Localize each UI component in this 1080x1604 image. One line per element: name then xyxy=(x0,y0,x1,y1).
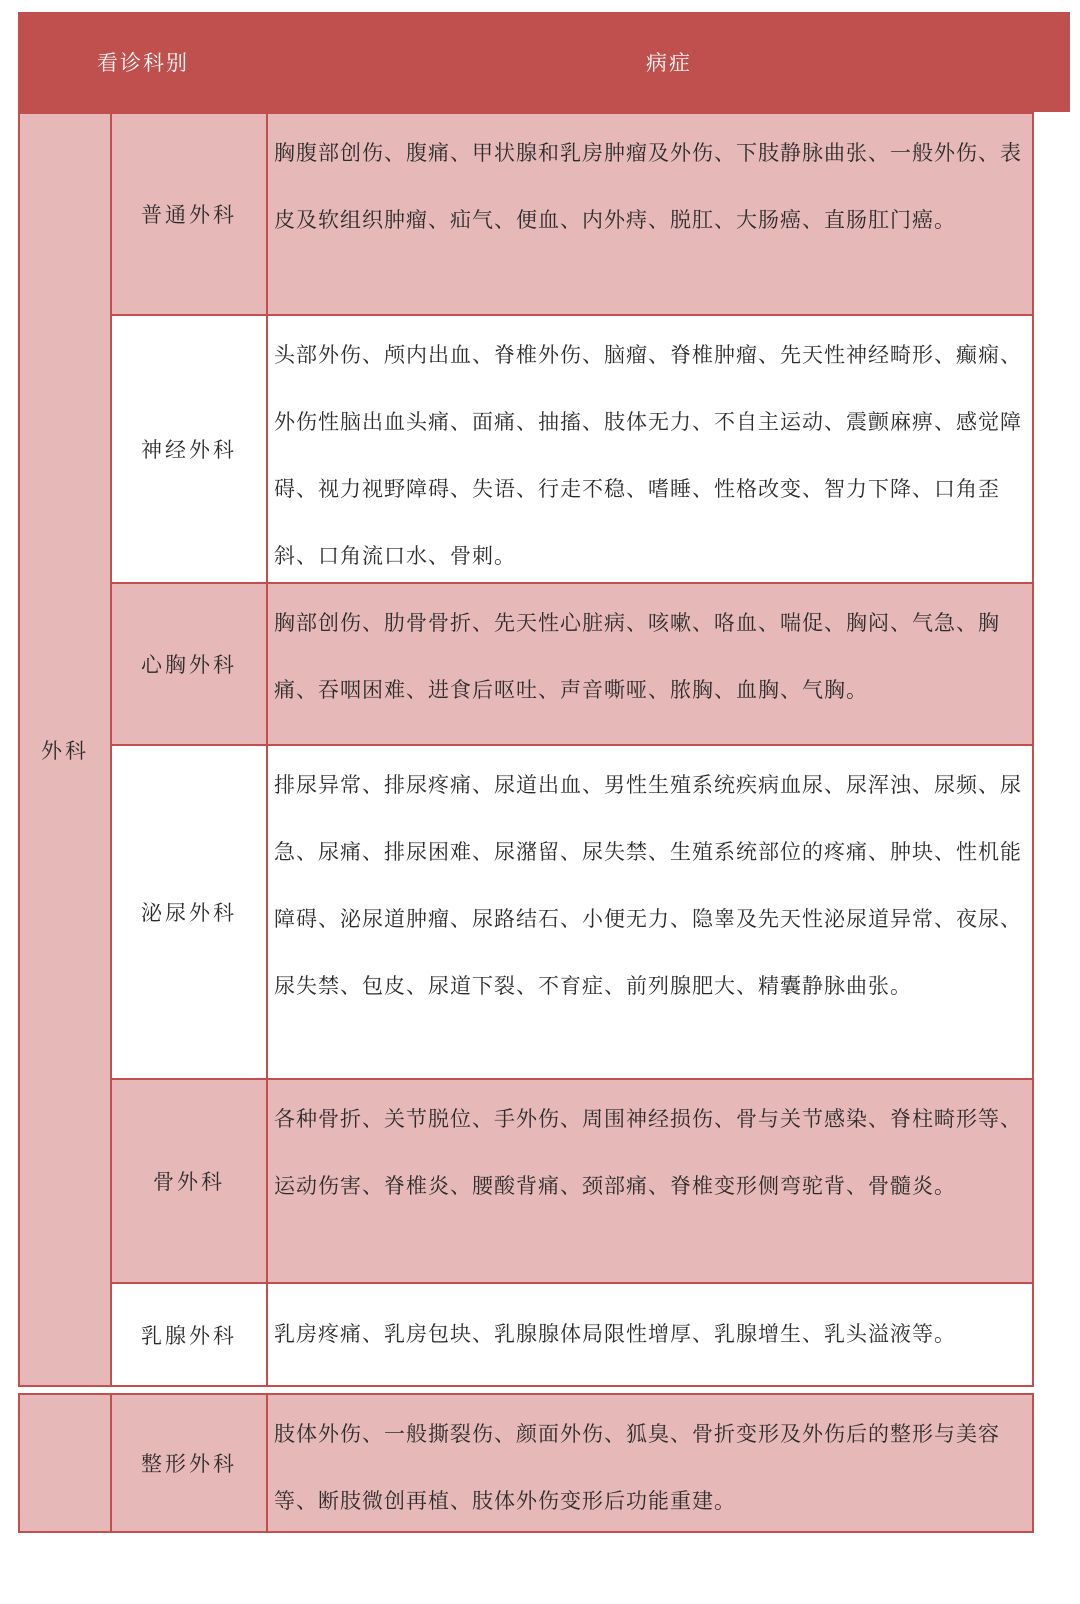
symptoms-plastic-surgery: 肢体外伤、一般撕裂伤、颜面外伤、狐臭、骨折变形及外伤后的整形与美容等、断肢微创再植、肢体外伤变形后功能重建。 xyxy=(266,1393,1034,1533)
header-symptoms: 病症 xyxy=(646,51,692,75)
table-header xyxy=(18,12,1070,112)
group-label-surgery: 外科 xyxy=(18,112,112,1387)
department-cardiothoracic-surgery: 心胸外科 xyxy=(110,582,268,746)
symptoms-urology: 排尿异常、排尿疼痛、尿道出血、男性生殖系统疾病血尿、尿浑浊、尿频、尿急、尿痛、排尿困难、尿潴留、尿失禁、生殖系统部位的疼痛、肿块、性机能障碍、泌尿道肿瘤、尿路结石、小便无力、隐睾及先天性泌尿道异常、夜尿、尿失禁、包皮、尿道下裂、不育症、前列腺肥大、精囊静脉曲张。 xyxy=(266,744,1034,1080)
group-label-second xyxy=(18,1393,112,1533)
symptoms-general-surgery: 胸腹部创伤、腹痛、甲状腺和乳房肿瘤及外伤、下肢静脉曲张、一般外伤、表皮及软组织肿瘤、疝气、便血、内外痔、脱肛、大肠癌、直肠肛门癌。 xyxy=(266,112,1034,316)
department-general-surgery: 普通外科 xyxy=(110,112,268,316)
symptoms-neurosurgery: 头部外伤、颅内出血、脊椎外伤、脑瘤、脊椎肿瘤、先天性神经畸形、癫痫、外伤性脑出血头痛、面痛、抽搐、肢体无力、不自主运动、震颤麻痹、感觉障碍、视力视野障碍、失语、行走不稳、嗜睡、性格改变、智力下降、口角歪斜、口角流口水、骨刺。 xyxy=(266,314,1034,584)
symptoms-orthopedics: 各种骨折、关节脱位、手外伤、周围神经损伤、骨与关节感染、脊柱畸形等、运动伤害、脊椎炎、腰酸背痛、颈部痛、脊椎变形侧弯驼背、骨髓炎。 xyxy=(266,1078,1034,1284)
header-department: 看诊科别 xyxy=(97,51,189,75)
department-breast-surgery: 乳腺外科 xyxy=(110,1282,268,1387)
symptoms-breast-surgery: 乳房疼痛、乳房包块、乳腺腺体局限性增厚、乳腺增生、乳头溢液等。 xyxy=(266,1282,1034,1387)
department-orthopedics: 骨外科 xyxy=(110,1078,268,1284)
department-urology: 泌尿外科 xyxy=(110,744,268,1080)
department-plastic-surgery: 整形外科 xyxy=(110,1393,268,1533)
symptoms-cardiothoracic-surgery: 胸部创伤、肋骨骨折、先天性心脏病、咳嗽、咯血、喘促、胸闷、气急、胸痛、吞咽困难、进食后呕吐、声音嘶哑、脓胸、血胸、气胸。 xyxy=(266,582,1034,746)
department-neurosurgery: 神经外科 xyxy=(110,314,268,584)
